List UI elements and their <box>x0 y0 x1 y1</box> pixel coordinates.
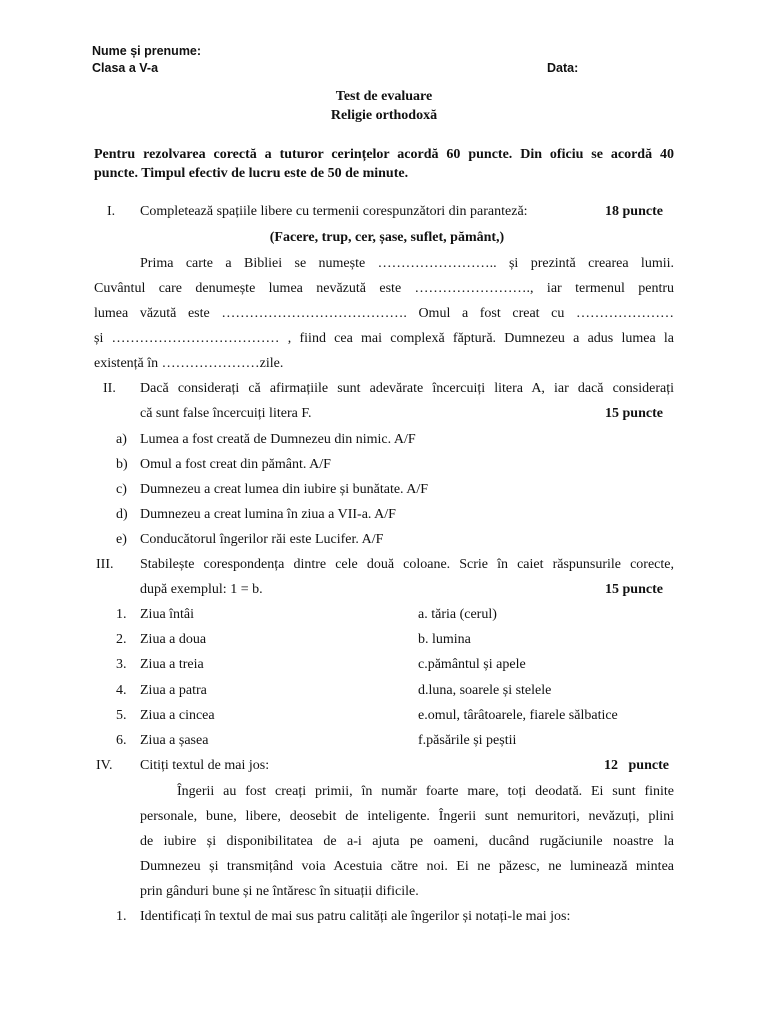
row-number: 1. <box>116 607 127 622</box>
section-3-task-line-1: Stabilește corespondența dintre cele două coloane. Scrie în caiet răspunsurile corecte, <box>140 557 674 572</box>
section-3-number: III. <box>96 557 114 572</box>
reading-text-line-3: de iubire și disponibilitatea de a-i ajuta pe oameni, ducând rugăciunile noastre la <box>140 834 674 849</box>
item-label: b) <box>116 457 128 472</box>
column-a-item: Ziua întâi <box>140 607 195 622</box>
item-label: e) <box>116 532 127 547</box>
test-title: Test de evaluare <box>335 89 433 104</box>
column-b-item: d.luna, soarele și stelele <box>418 683 552 698</box>
column-b-item: c.pământul și apele <box>418 657 526 672</box>
section-4-points: 12 puncte <box>604 758 669 773</box>
column-a-item: Ziua a cincea <box>140 708 215 723</box>
row-number: 3. <box>116 657 127 672</box>
section-3-points: 15 puncte <box>605 582 663 597</box>
test-subtitle: Religie orthodoxă <box>330 108 438 123</box>
column-a-item: Ziua a treia <box>140 657 204 672</box>
column-a-item: Ziua a șasea <box>140 733 209 748</box>
section-2-task-line-2: că sunt false încercuiți litera F. <box>140 406 312 421</box>
reading-text-line-5: prin gânduri bune și ne întăresc în situații dificile. <box>140 884 419 899</box>
item-label: c) <box>116 482 127 497</box>
question-text: Identificați în textul de mai sus patru calități ale îngerilor și notați-le mai jos: <box>140 909 571 924</box>
section-1-points: 18 puncte <box>605 204 663 219</box>
section-4-task: Citiți textul de mai jos: <box>140 758 270 773</box>
item-label: a) <box>116 432 127 447</box>
column-b-item: f.păsările și peștii <box>418 733 517 748</box>
true-false-statement: Lumea a fost creată de Dumnezeu din nimic. A/F <box>140 432 416 447</box>
row-number: 4. <box>116 683 127 698</box>
section-1-paragraph-line-3: lumea văzută este …………………………………. Omul a fost creat cu ………………… <box>94 306 674 321</box>
column-a-item: Ziua a doua <box>140 632 207 647</box>
date-label: Data: <box>547 61 579 75</box>
section-4-number: IV. <box>96 758 113 773</box>
true-false-statement: Dumnezeu a creat lumea din iubire și bunătate. A/F <box>140 482 429 497</box>
item-label: d) <box>116 507 128 522</box>
reading-text-line-2: personale, bune, libere, deosebit de inteligente. Îngerii sunt nemuritori, nevăzuți, plini <box>140 809 674 824</box>
row-number: 2. <box>116 632 127 647</box>
section-3-task-line-2: după exemplul: 1 = b. <box>140 582 263 597</box>
section-2-number: II. <box>103 381 116 396</box>
row-number: 6. <box>116 733 127 748</box>
true-false-statement: Conducătorul îngerilor răi este Lucifer. A/F <box>140 532 384 547</box>
name-label: Nume și prenume: <box>92 44 202 58</box>
reading-text-line-4: Dumnezeu și transmițând voia Acestuia către noi. Ei ne păzesc, ne luminează mintea <box>140 859 674 874</box>
instructions-line-2: puncte. Timpul efectiv de lucru este de 50 de minute. <box>94 166 409 181</box>
section-1-paragraph-line-4: și ……………………………… , fiind cea mai complexă făptură. Dumnezeu a adus lumea la <box>94 331 674 346</box>
section-1-number: I. <box>107 204 116 219</box>
row-number: 5. <box>116 708 127 723</box>
section-1-paragraph-line-1: Prima carte a Bibliei se numește …………………….. și prezintă crearea lumii. <box>140 256 674 271</box>
section-2-task-line-1: Dacă considerați că afirmațiile sunt adevărate încercuiți litera A, iar dacă considerați <box>140 381 674 396</box>
section-1-task: Completează spațiile libere cu termenii corespunzători din paranteză: <box>140 204 528 219</box>
column-b-item: a. tăria (cerul) <box>418 607 497 622</box>
section-2-points: 15 puncte <box>605 406 663 421</box>
instructions-line-1: Pentru rezolvarea corectă a tuturor cerințelor acordă 60 puncte. Din oficiu se acordă 40 <box>94 147 674 162</box>
section-1-paragraph-line-5: existență în …………………zile. <box>94 356 284 371</box>
true-false-statement: Dumnezeu a creat lumina în ziua a VII-a. A/F <box>140 507 396 522</box>
true-false-statement: Omul a fost creat din pământ. A/F <box>140 457 331 472</box>
class-label: Clasa a V-a <box>92 61 159 75</box>
column-a-item: Ziua a patra <box>140 683 207 698</box>
reading-text-line-1: Îngerii au fost creați primii, în număr foarte mare, toți deodată. Ei sunt finite <box>177 784 674 799</box>
section-1-terms: (Facere, trup, cer, șase, suflet, pământ,) <box>269 230 505 245</box>
column-b-item: e.omul, târâtoarele, fiarele sălbatice <box>418 708 618 723</box>
column-b-item: b. lumina <box>418 632 471 647</box>
question-number: 1. <box>116 909 127 924</box>
section-1-paragraph-line-2: Cuvântul care denumește lumea nevăzută este ……………………., iar termenul pentru <box>94 281 674 296</box>
